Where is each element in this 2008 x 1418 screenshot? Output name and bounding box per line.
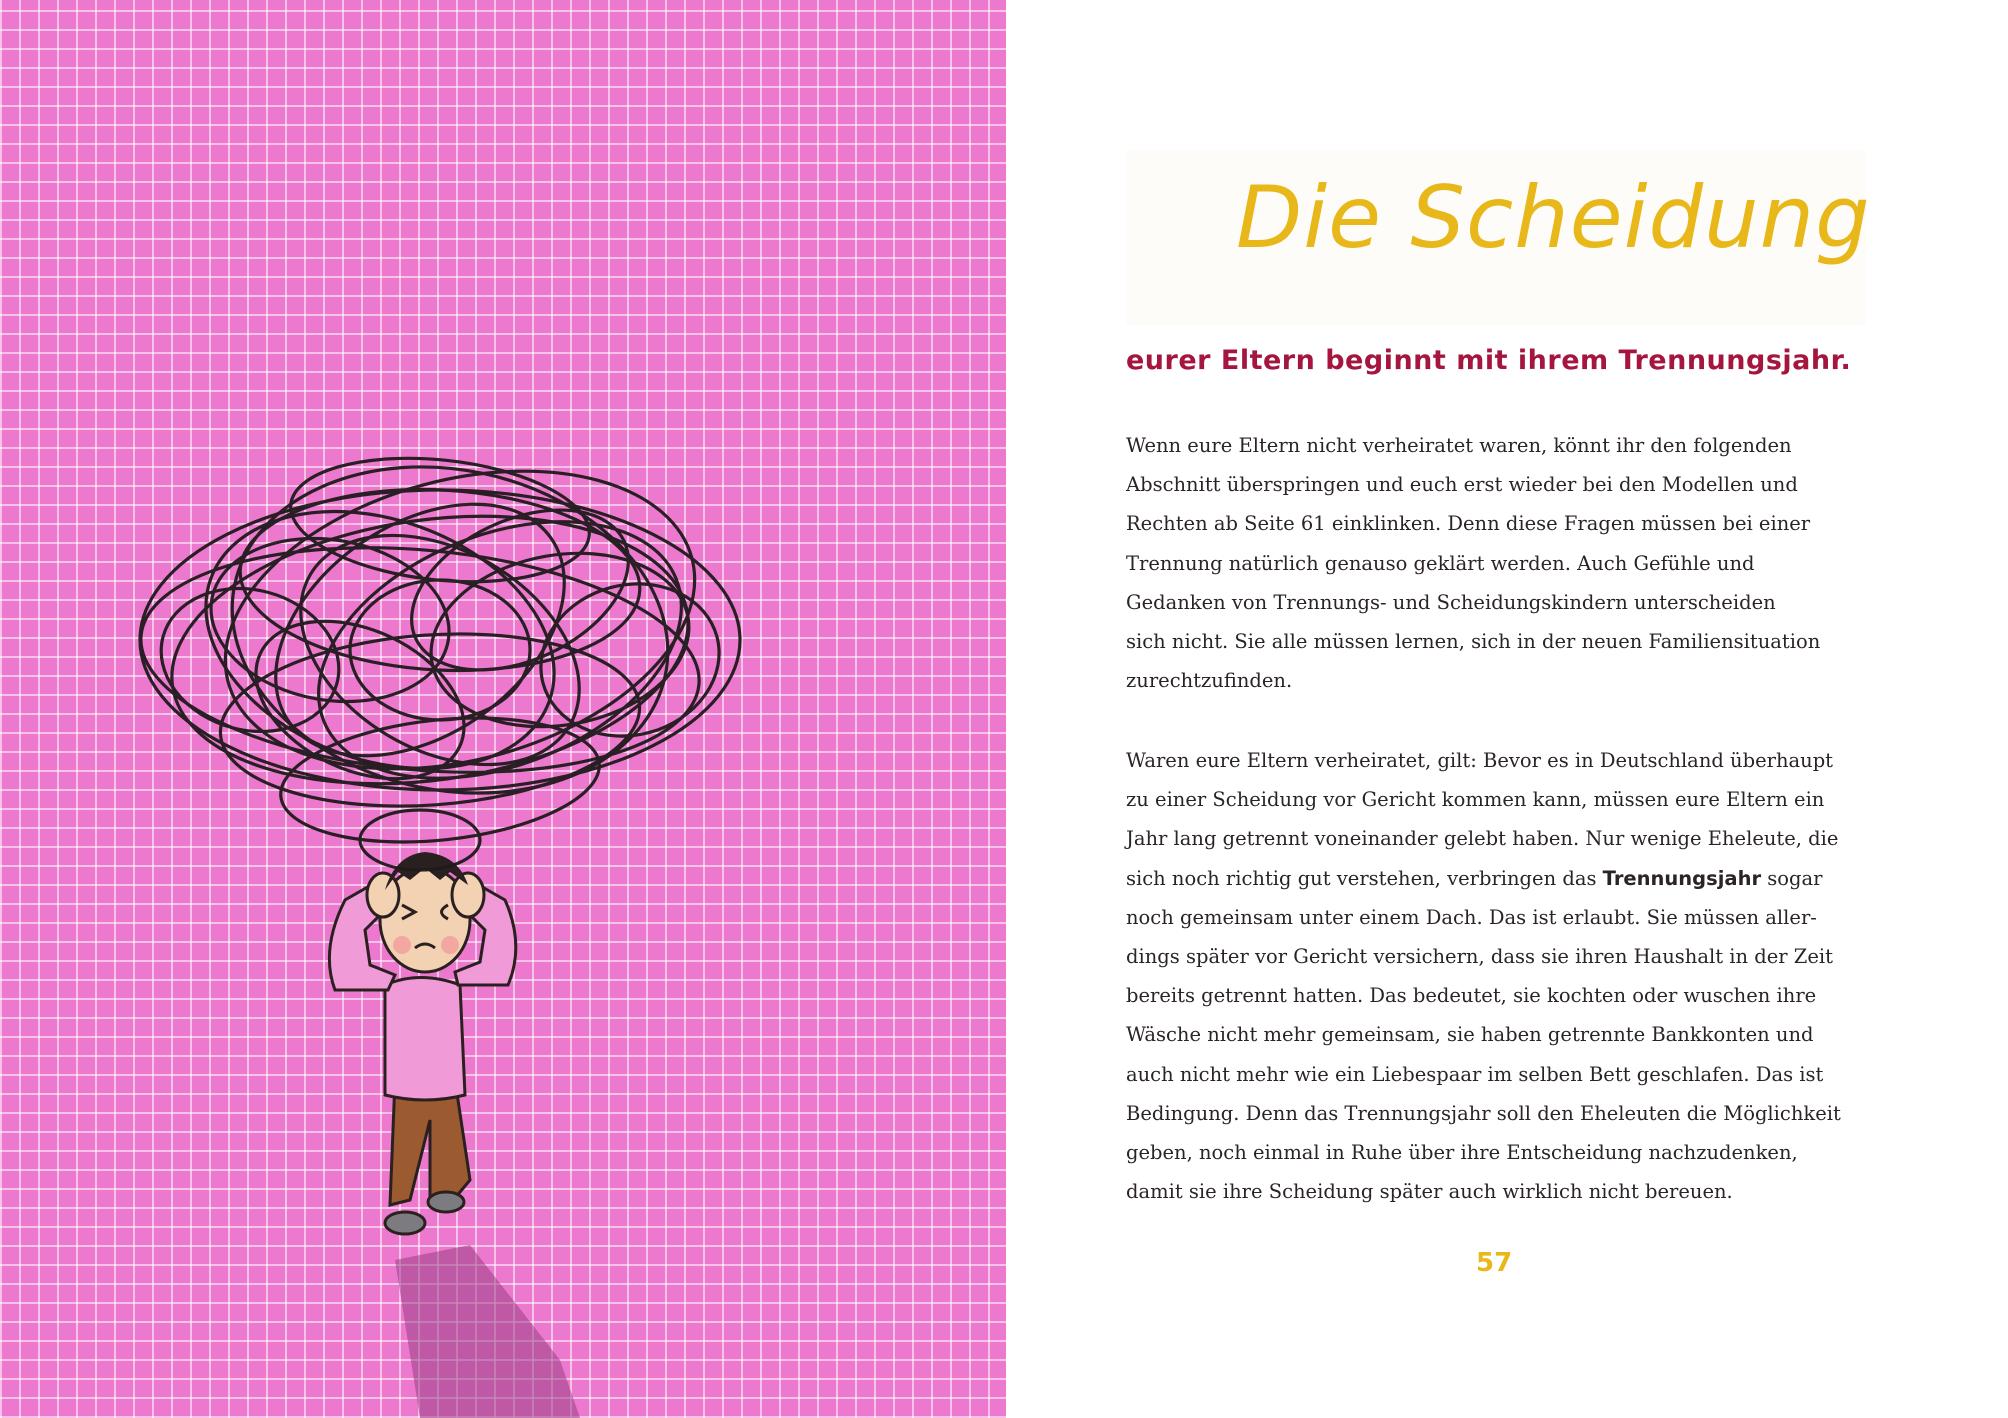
right-cheek: [441, 936, 459, 954]
text-line: dings später vor Gericht versichern, dass sie ihren Haushalt in der Zeit: [1126, 945, 1833, 969]
text-line: Wenn eure Eltern nicht verheiratet waren, könnt ihr den folgenden: [1126, 434, 1792, 457]
text-line: noch gemeinsam unter einem Dach. Das ist erlaubt. Sie müssen aller-: [1126, 905, 1817, 929]
sweater: [385, 978, 465, 1101]
page-title: Die Scheidung: [1236, 168, 1871, 268]
text-line: Abschnitt überspringen und euch erst wieder bei den Modellen und: [1126, 473, 1798, 497]
text-line: geben, noch einmal in Ruhe über ihre Entscheidung nachzudenken,: [1126, 1141, 1798, 1165]
bold-term: Trennungsjahr: [1602, 866, 1762, 890]
text-segment: sogar: [1761, 866, 1823, 890]
text-line: Gedanken von Trennungs- und Scheidungskindern unterscheiden: [1126, 590, 1776, 614]
text-line: bereits getrennt hatten. Das bedeutet, sie kochten oder wuschen ihre: [1126, 984, 1817, 1008]
title-box: [1126, 150, 1871, 325]
paragraph-1: [1126, 426, 1856, 700]
text-line: Waren eure Eltern verheiratet, gilt: Bevor es in Deutschland überhaupt: [1126, 749, 1834, 772]
paragraph-2: [1126, 741, 1856, 1211]
text-line: zu einer Scheidung vor Gericht kommen kann, müssen eure Eltern ein: [1126, 788, 1825, 812]
left-cheek: [393, 936, 411, 954]
right-hand: [452, 873, 484, 917]
text-line: [1126, 859, 1856, 898]
text-line: Trennung natürlich genauso geklärt werden. Auch Gefühle und: [1126, 551, 1755, 575]
shadow: [395, 1245, 580, 1418]
subtitle: eurer Eltern beginnt mit ihrem Trennungsjahr.: [1126, 345, 1852, 376]
scribble-cloud: [131, 423, 740, 870]
text-line: Wäsche nicht mehr gemeinsam, sie haben getrennte Bankkonten und: [1126, 1023, 1814, 1047]
text-line: Jahr lang getrennt voneinander gelebt haben. Nur wenige Eheleute, die: [1126, 827, 1839, 851]
text-line: sich nicht. Sie alle müssen lernen, sich in der neuen Familiensituation: [1126, 630, 1821, 654]
text-line: zurechtzufinden.: [1126, 669, 1293, 693]
text-line: Bedingung. Denn das Trennungsjahr soll den Eheleuten die Möglichkeit: [1126, 1101, 1841, 1125]
right-shoe: [428, 1192, 464, 1212]
page-number: 57: [1476, 1248, 1513, 1278]
left-hand: [367, 873, 399, 917]
text-line: Rechten ab Seite 61 einklinken. Denn diese Fragen müssen bei einer: [1126, 512, 1811, 536]
left-shoe: [385, 1212, 425, 1234]
text-line: auch nicht mehr wie ein Liebespaar im selben Bett geschlafen. Das ist: [1126, 1062, 1824, 1086]
text-segment: sich noch richtig gut verstehen, verbringen das: [1126, 866, 1603, 890]
text-line: damit sie ihre Scheidung später auch wirklich nicht bereuen.: [1126, 1180, 1733, 1204]
text-page: [1006, 0, 2008, 1418]
